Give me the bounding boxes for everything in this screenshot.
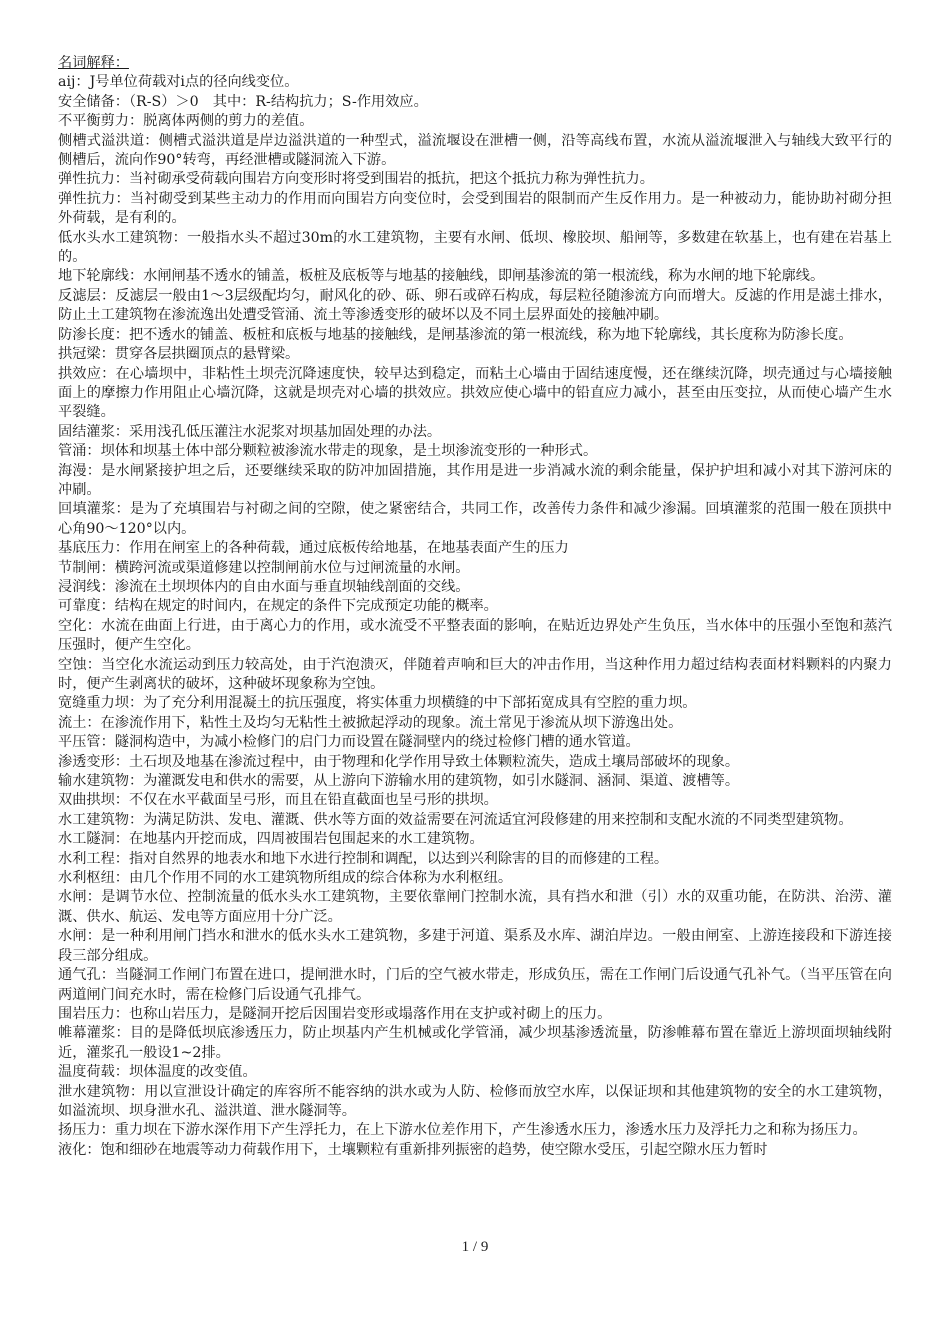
definition-entry: 海漫：是水闸紧接护坦之后，还要继续采取的防冲加固措施，其作用是进一步消减水流的剩余能量，保护护坦和减小对其下游河床的冲刷。 bbox=[58, 462, 892, 498]
definition-entry: 节制闸：横跨河流或渠道修建以控制闸前水位与过闸流量的水闸。 bbox=[58, 559, 470, 576]
definition-entry: 帷幕灌浆：目的是降低坝底渗透压力，防止坝基内产生机械或化学管涌，减少坝基渗透流量，防渗帷幕布置在靠近上游坝面坝轴线附近，灌浆孔一般设1~2排。 bbox=[58, 1025, 892, 1061]
definition-entry: 浸润线：渗流在土坝坝体内的自由水面与垂直坝轴线剖面的交线。 bbox=[58, 578, 470, 595]
definition-entry: 水闸：是一种利用闸门挡水和泄水的低水头水工建筑物，多建于河道、渠系及水库、湖泊岸边。一般由闸室、上游连接段和下游连接段三部分组成。 bbox=[58, 928, 892, 964]
definition-entry: 液化：饱和细砂在地震等动力荷载作用下，土壤颗粒有重新排列振密的趋势，使空隙水受压，引起空隙水压力暂时 bbox=[58, 1141, 768, 1158]
definition-entry: 基底压力：作用在闸室上的各种荷载，通过底板传给地基，在地基表面产生的压力 bbox=[58, 540, 569, 557]
definition-entry: 拱冠梁：贯穿各层拱圈顶点的悬臂梁。 bbox=[58, 346, 300, 363]
definition-entry: 流土：在渗流作用下，粘性土及均匀无粘性土被掀起浮动的现象。流土常见于渗流从坝下游逸出处。 bbox=[58, 714, 683, 731]
definition-entry: 宽缝重力坝：为了充分利用混凝土的抗压强度，将实体重力坝横缝的中下部拓宽成具有空腔的重力坝。 bbox=[58, 695, 697, 712]
definition-entry: 安全储备：（R-S）＞0 其中：R-结构抗力；S-作用效应。 bbox=[58, 93, 428, 110]
definition-entry: 水闸：是调节水位、控制流量的低水头水工建筑物，主要依靠闸门控制水流，具有挡水和泄（引）水的双重功能，在防洪、治涝、灌溉、供水、航运、发电等方面应用十分广泛。 bbox=[58, 889, 892, 925]
definition-entry: 水工建筑物：为满足防洪、发电、灌溉、供水等方面的效益需要在河流适宜河段修建的用来控制和支配水流的不同类型建筑物。 bbox=[58, 811, 853, 828]
definition-entry: 防渗长度：把不透水的铺盖、板桩和底板与地基的接触线，是闸基渗流的第一根流线，称为地下轮廓线，其长度称为防渗长度。 bbox=[58, 326, 853, 343]
definition-entry: 固结灌浆：采用浅孔低压灌注水泥浆对坝基加固处理的办法。 bbox=[58, 423, 442, 440]
definition-entry: 可靠度：结构在规定的时间内，在规定的条件下完成预定功能的概率。 bbox=[58, 598, 498, 615]
definition-entry: 低水头水工建筑物：一般指水头不超过30m的水工建筑物，主要有水闸、低坝、橡胶坝、船闸等，多数建在软基上，也有建在岩基上的。 bbox=[58, 229, 892, 266]
definition-entry: 平压管：隧洞构造中，为减小检修门的启门力而设置在隧洞壁内的绕过检修门槽的通水管道。 bbox=[58, 734, 640, 751]
page-number: 1 / 9 bbox=[461, 1239, 489, 1255]
definition-entry: 泄水建筑物：用以宣泄设计确定的库容所不能容纳的洪水或为人防、检修而放空水库，以保证坝和其他建筑物的安全的水工建筑物，如溢流坝、坝身泄水孔、溢洪道、泄水隧洞等。 bbox=[58, 1083, 892, 1119]
definition-entry: 渗透变形：土石坝及地基在渗流过程中，由于物理和化学作用导致土体颗粒流失，造成土壤局部破坏的现象。 bbox=[58, 753, 740, 770]
definition-entry: 温度荷载：坝体温度的改变值。 bbox=[58, 1064, 257, 1081]
definition-entry: 不平衡剪力：脱离体两侧的剪力的差值。 bbox=[58, 113, 314, 130]
definition-entry: 弹性抗力：当衬砌承受荷载向围岩方向变形时将受到围岩的抵抗，把这个抵抗力称为弹性抗力。 bbox=[58, 171, 654, 188]
document-body bbox=[58, 54, 892, 1160]
definition-entry: 空蚀：当空化水流运动到压力较高处，由于汽泡溃灭，伴随着声响和巨大的冲击作用，当这种作用力超过结构表面材料颗料的内聚力时，便产生剥离状的破坏，这种破坏现象称为空蚀。 bbox=[58, 656, 892, 692]
definition-entry: 回填灌浆：是为了充填围岩与衬砌之间的空隙，使之紧密结合，共同工作，改善传力条件和减少渗漏。回填灌浆的范围一般在顶拱中心角90～120°以内。 bbox=[58, 501, 892, 537]
definition-entry: 侧槽式溢洪道：侧槽式溢洪道是岸边溢洪道的一种型式，溢流堰设在泄槽一侧，沿等高线布置，水流从溢流堰泄入与轴线大致平行的侧槽后，流向作90°转弯，再经泄槽或隧洞流入下游。 bbox=[58, 132, 892, 169]
section-heading: 名词解释： bbox=[58, 55, 129, 71]
definition-entry: 管涌：坝体和坝基土体中部分颗粒被渗流水带走的现象，是土坝渗流变形的一种形式。 bbox=[58, 443, 598, 460]
definition-entry: 空化：水流在曲面上行进，由于离心力的作用，或水流受不平整表面的影响，在贴近边界处产生负压，当水体中的压强小至饱和蒸汽压强时，便产生空化。 bbox=[58, 617, 892, 654]
definition-entry: 反滤层：反滤层一般由1～3层级配均匀，耐风化的砂、砾、卵石或碎石构成，每层粒径随渗流方向而增大。反滤的作用是滤土排水，防止土工建筑物在渗流逸出处遭受管涌、流土等渗透变形的破坏以及不同土层界面处的接触冲刷。 bbox=[58, 287, 892, 324]
definition-entry: 拱效应：在心墙坝中，非粘性土坝壳沉降速度快，较早达到稳定，而粘土心墙由于固结速度慢，还在继续沉降，坝壳通过与心墙接触面上的摩擦力作用阻止心墙沉降，这就是坝壳对心墙的拱效应。拱效应使心墙中的铅直应力减小，甚至由压变拉，从而使心墙产生水平裂缝。 bbox=[58, 365, 892, 421]
definition-entry: 弹性抗力：当衬砌受到某些主动力的作用而向围岩方向变位时，会受到围岩的限制而产生反作用力。是一种被动力，能协助衬砌分担外荷载，是有利的。 bbox=[58, 190, 892, 227]
definition-list bbox=[58, 73, 892, 1160]
definition-entry: 围岩压力：也称山岩压力，是隧洞开挖后因围岩变形或塌落作用在支护或衬砌上的压力。 bbox=[58, 1005, 612, 1022]
definition-entry: 通气孔：当隧洞工作闸门布置在进口，提闸泄水时，门后的空气被水带走，形成负压，需在工作闸门后设通气孔补气。（当平压管在向两道闸门间充水时，需在检修门后设通气孔排气。 bbox=[58, 967, 892, 1003]
definition-entry: 扬压力：重力坝在下游水深作用下产生浮托力，在上下游水位差作用下，产生渗透水压力，渗透水压力及浮托力之和称为扬压力。 bbox=[58, 1122, 867, 1139]
definition-entry: aij：J号单位荷载对i点的径向线变位。 bbox=[58, 74, 299, 91]
definition-entry: 双曲拱坝：不仅在水平截面呈弓形，而且在铅直截面也呈弓形的拱坝。 bbox=[58, 792, 498, 809]
definition-entry: 地下轮廓线：水闸闸基不透水的铺盖，板桩及底板等与地基的接触线，即闸基渗流的第一根流线，称为水闸的地下轮廓线。 bbox=[58, 268, 825, 285]
definition-entry: 水工隧洞：在地基内开挖而成，四周被围岩包围起来的水工建筑物。 bbox=[58, 831, 484, 848]
definition-entry: 水利枢纽：由几个作用不同的水工建筑物所组成的综合体称为水利枢纽。 bbox=[58, 870, 513, 887]
definition-entry: 输水建筑物：为灌溉发电和供水的需要，从上游向下游输水用的建筑物，如引水隧洞、涵洞、渠道、渡槽等。 bbox=[58, 773, 740, 790]
definition-entry: 水利工程：指对自然界的地表水和地下水进行控制和调配，以达到兴利除害的目的而修建的工程。 bbox=[58, 850, 669, 867]
